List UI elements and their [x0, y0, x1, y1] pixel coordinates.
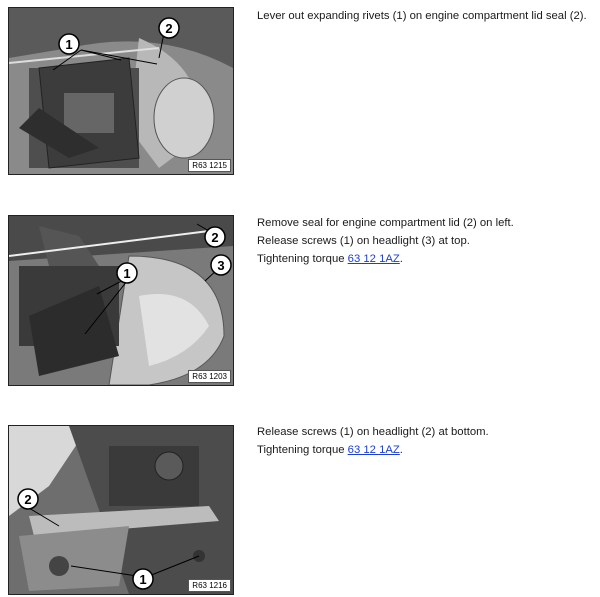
svg-text:2: 2	[165, 21, 173, 36]
headlight-top-photo	[9, 216, 233, 385]
headlight-bottom-photo	[9, 426, 233, 594]
instruction-line: Remove seal for engine compartment lid (2) on left.	[257, 217, 514, 229]
callout-2	[159, 18, 179, 38]
callout-2	[18, 489, 38, 509]
callout-3	[211, 255, 231, 275]
callout-1	[117, 263, 137, 283]
svg-text:3: 3	[217, 258, 225, 273]
callout-1	[59, 34, 79, 54]
step-2-instructions	[257, 214, 592, 268]
svg-text:2: 2	[24, 492, 32, 507]
callout-1	[133, 569, 153, 589]
svg-text:2: 2	[211, 230, 219, 245]
figure-code: R63 1215	[188, 159, 231, 172]
svg-text:1: 1	[65, 37, 73, 52]
step-1-figure	[8, 7, 234, 175]
torque-link[interactable]: 63 12 1AZ	[347, 444, 400, 456]
svg-text:1: 1	[139, 572, 147, 587]
instruction-line: Release screws (1) on headlight (2) at bottom.	[257, 426, 489, 438]
svg-text:1: 1	[123, 266, 131, 281]
figure-code: R63 1216	[188, 579, 231, 592]
step-2-figure	[8, 215, 234, 386]
torque-link[interactable]: 63 12 1AZ	[347, 253, 400, 265]
callout-2	[205, 227, 225, 247]
step-3-figure	[8, 425, 234, 595]
figure-code: R63 1203	[188, 370, 231, 383]
engine-compartment-photo	[9, 8, 233, 174]
instruction-line: Tightening torque 63 12 1AZ.	[257, 253, 403, 265]
step-3-instructions	[257, 423, 592, 459]
instruction-line: Lever out expanding rivets (1) on engine compartment lid seal (2).	[257, 10, 587, 22]
instruction-line: Release screws (1) on headlight (3) at top.	[257, 235, 470, 247]
step-1-instructions	[257, 7, 592, 25]
instruction-line: Tightening torque 63 12 1AZ.	[257, 444, 403, 456]
